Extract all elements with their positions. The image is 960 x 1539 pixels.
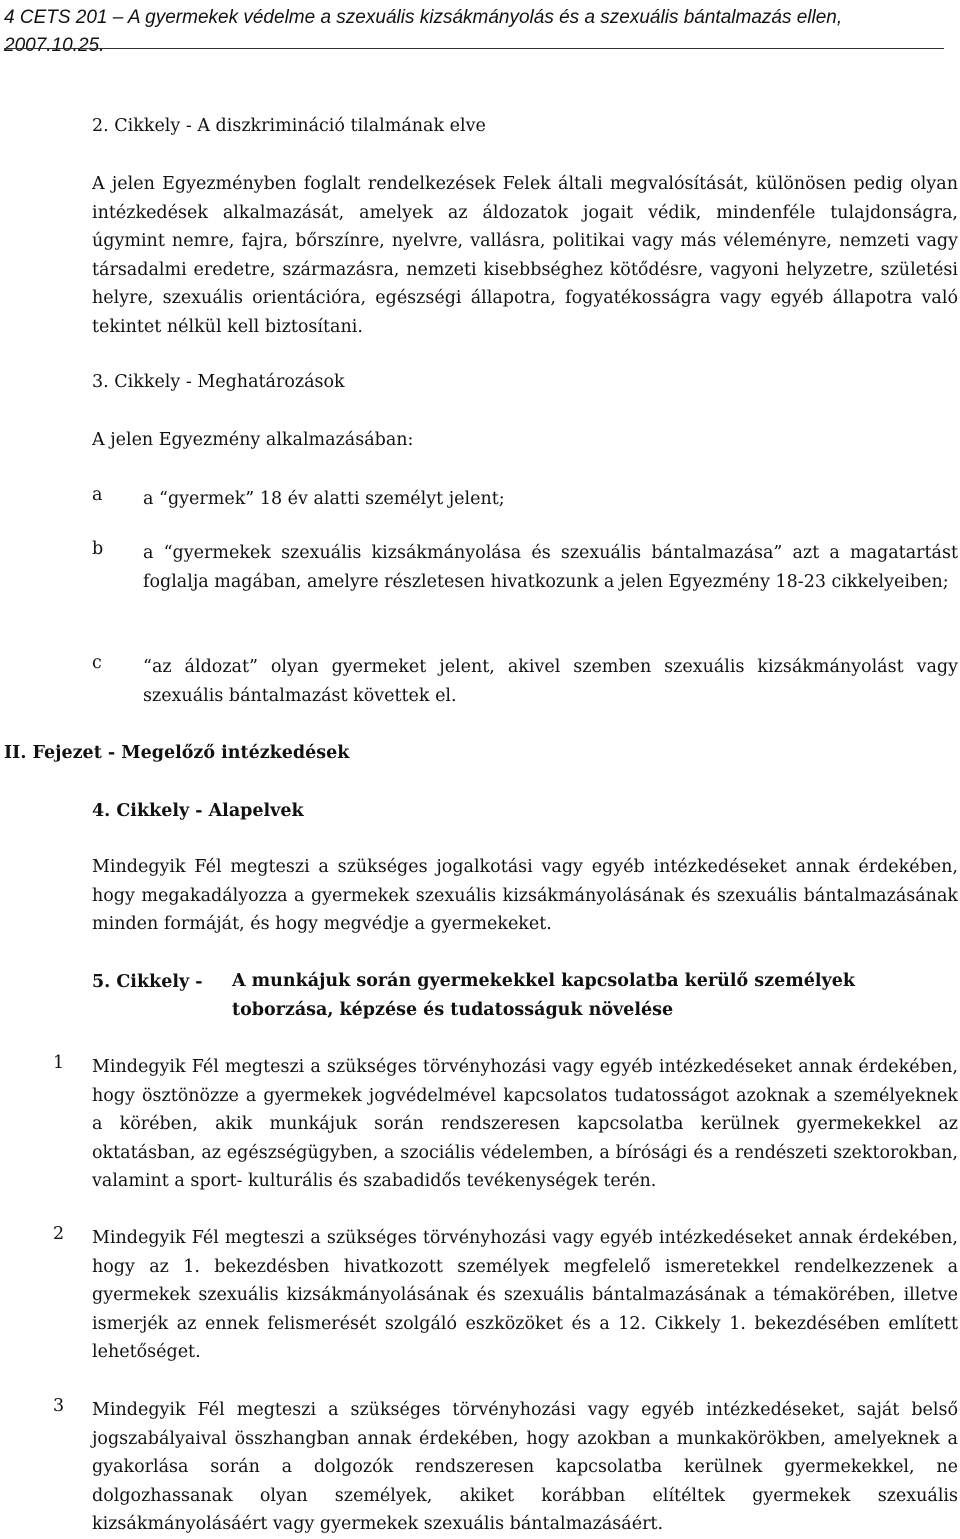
- paragraph-number: 2: [53, 1224, 65, 1244]
- article-3: [92, 368, 958, 454]
- page-header: 4 CETS 201 – A gyermekek védelme a szexuális kizsákmányolás és a szexuális bántalmazás ellen, 2007.10.25.: [4, 7, 843, 56]
- definition-letter: c: [92, 653, 102, 673]
- article-4-body: Mindegyik Fél megteszi a szükséges jogalkotási vagy egyéb intézkedéseket annak érdekében, hogy megakadályozza a gyermekek szexuális kizsákmányolásának és szexuális bántalmazásának minden formáját, és hogy megvédje a gyermekeket.: [92, 857, 958, 934]
- header-divider: [4, 48, 944, 49]
- article-2: [92, 112, 958, 341]
- article-2-heading: 2. Cikkely - A diszkrimináció tilalmának elve: [92, 116, 486, 136]
- paragraph-text: Mindegyik Fél megteszi a szükséges törvényhozási vagy egyéb intézkedéseket, saját belső jogszabályaival összhangban annak érdekében, hogy azokban a munkakörökben, amelyeknek a gyakorlása során a dolgozók rendszeresen kapcsolatba kerülnek gyermekekkel, ne dolgozhassanak olyan személyek, akiket korábban elítéltek gyermekek szexuális kizsákmányolásáért vagy gyermekek szexuális bántalmazásáért.: [92, 1400, 958, 1534]
- definition-text: “az áldozat” olyan gyermeket jelent, akivel szemben szexuális kizsákmányolást vagy szexuális bántalmazást követtek el.: [143, 657, 958, 706]
- definition-text: a “gyermekek szexuális kizsákmányolása és szexuális bántalmazása” azt a magatartást foglalja magában, amelyre részletesen hivatkozunk a jelen Egyezmény 18-23 cikkelyeiben;: [143, 543, 958, 592]
- article-4-heading: 4. Cikkely - Alapelvek: [92, 801, 304, 821]
- article-5-title: A munkájuk során gyermekekkel kapcsolatba kerülő személyek toborzása, képzése és tudatosságuk növelése: [232, 971, 855, 1020]
- chapter-2-heading: II. Fejezet - Megelőző intézkedések: [4, 743, 350, 763]
- paragraph-text: Mindegyik Fél megteszi a szükséges törvényhozási vagy egyéb intézkedéseket annak érdekében, hogy ösztönözze a gyermekek jogvédelmével kapcsolatos tudatosságot azoknak a személyeknek a körében, akik munkájuk során rendszeresen kapcsolatba kerülnek gyermekekkel az oktatásban, az egészségügyben, a szociális védelemben, a bírósági és a rendészeti szektorokban, valamint a sport- kulturális és szabadidős tevékenységek terén.: [92, 1057, 958, 1191]
- paragraph-number: 1: [53, 1053, 65, 1073]
- article-5-label: 5. Cikkely -: [92, 972, 203, 992]
- definition-letter: a: [92, 485, 103, 505]
- paragraph-text: Mindegyik Fél megteszi a szükséges törvényhozási vagy egyéb intézkedéseket annak érdekében, hogy az 1. bekezdésben hivatkozott személyek megfelelő ismeretekkel rendelkezzenek a gyermekek szexuális kizsákmányolásának és szexuális bántalmazásának a témakörében, illetve ismerjék az ennek felismerését szolgáló eszközöket és a 12. Cikkely 1. bekezdésében említett lehetőséget.: [92, 1228, 958, 1362]
- definition-text: a “gyermek” 18 év alatti személyt jelent;: [143, 489, 505, 509]
- article-3-intro: A jelen Egyezmény alkalmazásában:: [92, 430, 414, 450]
- article-2-body: A jelen Egyezményben foglalt rendelkezések Felek általi megvalósítását, különösen pedig olyan intézkedések alkalmazását, amelyek az áldozatok jogait védik, mindenféle tulajdonságra, úgymint nemre, fajra, bőrszínre, nyelvre, vallásra, politikai vagy más véleményre, nemzeti vagy társadalmi eredetre, származásra, nemzeti kisebbséghez kötődésre, vagyoni helyzetre, születési helyre, szexuális orientációra, egészségi állapotra, fogyatékosságra vagy egyéb állapotra való tekintet nélkül kell biztosítani.: [92, 174, 958, 337]
- paragraph-number: 3: [53, 1396, 65, 1416]
- article-3-heading: 3. Cikkely - Meghatározások: [92, 372, 345, 392]
- article-4: [92, 797, 958, 939]
- definition-letter: b: [92, 539, 104, 559]
